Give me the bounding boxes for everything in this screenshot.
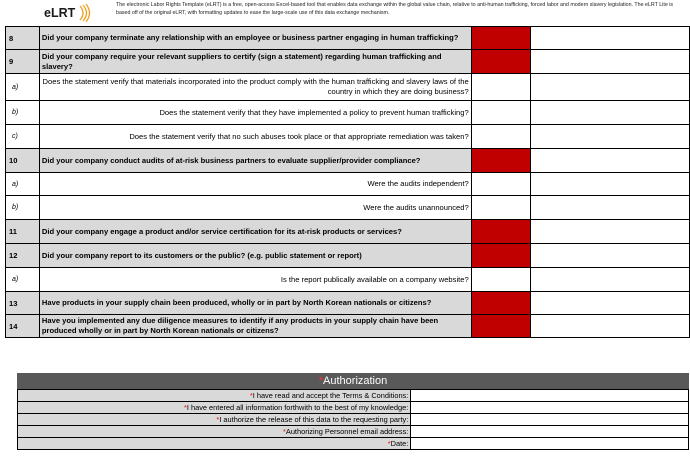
authorization-row xyxy=(18,414,689,426)
authorization-label-text: I authorize the release of this data to the requesting party: xyxy=(219,415,409,424)
question-text: Did your company report to its customers or the public? (e.g. public statement or report) xyxy=(39,244,471,268)
authorization-input[interactable] xyxy=(411,402,689,414)
question-row xyxy=(6,244,690,268)
comment-cell[interactable] xyxy=(530,196,690,220)
answer-cell[interactable] xyxy=(471,101,530,125)
authorization-label xyxy=(18,414,411,426)
question-text: Have you implemented any due diligence measures to identify if any products in your supply chain have been produced wholly or in part by North Korean nationals or citizens? xyxy=(39,315,471,338)
question-row xyxy=(6,220,690,244)
question-row xyxy=(6,315,690,338)
authorization-label-text: I have entered all information forthwith to the best of my knowledge: xyxy=(186,403,409,412)
authorization-input[interactable] xyxy=(411,414,689,426)
answer-cell[interactable] xyxy=(471,268,530,292)
question-row xyxy=(6,27,690,50)
question-number: c) xyxy=(6,125,40,149)
question-number: a) xyxy=(6,74,40,101)
intro-text: The electronic Labor Rights Template (eLRT) is a free, open-access Excel-based tool that enables data exchange within the global value chain, relative to anti-human trafficking, forced labor and modern slavery legislation. The eLRT Lite is based off of the original eLRT, with formatting updates to ease the large-scale use of this data exchange mechanism. xyxy=(116,2,674,16)
question-text: Does the statement verify that they have implemented a policy to prevent human trafficking? xyxy=(39,101,471,125)
authorization-row xyxy=(18,438,689,450)
comment-cell[interactable] xyxy=(530,268,690,292)
authorization-label-text: I have read and accept the Terms & Conditions: xyxy=(252,391,409,400)
question-number: 14 xyxy=(6,315,40,338)
authorization-label xyxy=(18,402,411,414)
comment-cell[interactable] xyxy=(530,101,690,125)
question-text: Did your company require your relevant suppliers to certify (sign a statement) regarding human trafficking and slavery? xyxy=(39,50,471,74)
question-number: 9 xyxy=(6,50,40,74)
answer-cell-required[interactable] xyxy=(471,315,530,338)
authorization-label-text: Authorizing Personnel email address: xyxy=(285,427,409,436)
sub-question-row xyxy=(6,125,690,149)
answer-cell-required[interactable] xyxy=(471,27,530,50)
sub-question-row xyxy=(6,74,690,101)
sub-question-row xyxy=(6,101,690,125)
answer-cell[interactable] xyxy=(471,196,530,220)
answer-cell-required[interactable] xyxy=(471,292,530,315)
spacer-cell xyxy=(6,338,690,347)
question-number: 10 xyxy=(6,149,40,173)
question-row xyxy=(6,149,690,173)
answer-cell-required[interactable] xyxy=(471,220,530,244)
sub-question-row xyxy=(6,268,690,292)
authorization-row xyxy=(18,426,689,438)
answer-cell-required[interactable] xyxy=(471,50,530,74)
answer-cell-required[interactable] xyxy=(471,149,530,173)
authorization-table xyxy=(17,389,689,450)
authorization-row xyxy=(18,390,689,402)
sub-question-row xyxy=(6,173,690,196)
question-text: Is the report publically available on a company website? xyxy=(39,268,471,292)
question-text: Does the statement verify that no such abuses took place or that appropriate remediation was taken? xyxy=(39,125,471,149)
answer-cell-required[interactable] xyxy=(471,244,530,268)
comment-cell[interactable] xyxy=(530,27,690,50)
question-number: b) xyxy=(6,196,40,220)
question-text: Were the audits unannounced? xyxy=(39,196,471,220)
required-star: * xyxy=(387,439,391,448)
comment-cell[interactable] xyxy=(530,220,690,244)
authorization-input[interactable] xyxy=(411,438,689,450)
required-star: * xyxy=(249,391,253,400)
question-number: b) xyxy=(6,101,40,125)
question-text: Does the statement verify that materials incorporated into the product comply with the human trafficking and slavery laws of the country in which they are doing business? xyxy=(39,74,471,101)
question-text: Have products in your supply chain been produced, wholly or in part by North Korean nationals or citizens? xyxy=(39,292,471,315)
comment-cell[interactable] xyxy=(530,149,690,173)
question-number: 13 xyxy=(6,292,40,315)
required-star: * xyxy=(183,403,187,412)
required-star: * xyxy=(283,427,286,436)
question-row xyxy=(6,292,690,315)
authorization-label xyxy=(18,438,411,450)
question-text: Did your company terminate any relationship with an employee or business partner engaging in human trafficking? xyxy=(39,27,471,50)
authorization-title: *Authorization xyxy=(17,373,689,389)
header xyxy=(0,0,690,26)
authorization-label xyxy=(18,426,411,438)
question-number: 12 xyxy=(6,244,40,268)
comment-cell[interactable] xyxy=(530,125,690,149)
question-row xyxy=(6,50,690,74)
comment-cell[interactable] xyxy=(530,74,690,101)
authorization-input[interactable] xyxy=(411,426,689,438)
question-number: a) xyxy=(6,268,40,292)
question-number: 8 xyxy=(6,27,40,50)
table-spacer xyxy=(6,338,690,347)
authorization-label-text: Date: xyxy=(390,439,409,448)
authorization-section xyxy=(17,373,689,450)
comment-cell[interactable] xyxy=(530,244,690,268)
elrt-logo: eLRT xyxy=(44,6,76,20)
question-text: Did your company engage a product and/or service certification for its at-risk products or services? xyxy=(39,220,471,244)
authorization-input[interactable] xyxy=(411,390,689,402)
comment-cell[interactable] xyxy=(530,315,690,338)
comment-cell[interactable] xyxy=(530,292,690,315)
required-star: * xyxy=(216,415,220,424)
answer-cell[interactable] xyxy=(471,74,530,101)
logo-arcs-icon xyxy=(78,3,92,23)
comment-cell[interactable] xyxy=(530,173,690,196)
answer-cell[interactable] xyxy=(471,125,530,149)
authorization-label xyxy=(18,390,411,402)
question-number: a) xyxy=(6,173,40,196)
answer-cell[interactable] xyxy=(471,173,530,196)
sub-question-row xyxy=(6,196,690,220)
authorization-row xyxy=(18,402,689,414)
question-text: Were the audits independent? xyxy=(39,173,471,196)
question-number: 11 xyxy=(6,220,40,244)
question-text: Did your company conduct audits of at-risk business partners to evaluate supplier/provider compliance? xyxy=(39,149,471,173)
comment-cell[interactable] xyxy=(530,50,690,74)
questions-table xyxy=(5,26,690,346)
